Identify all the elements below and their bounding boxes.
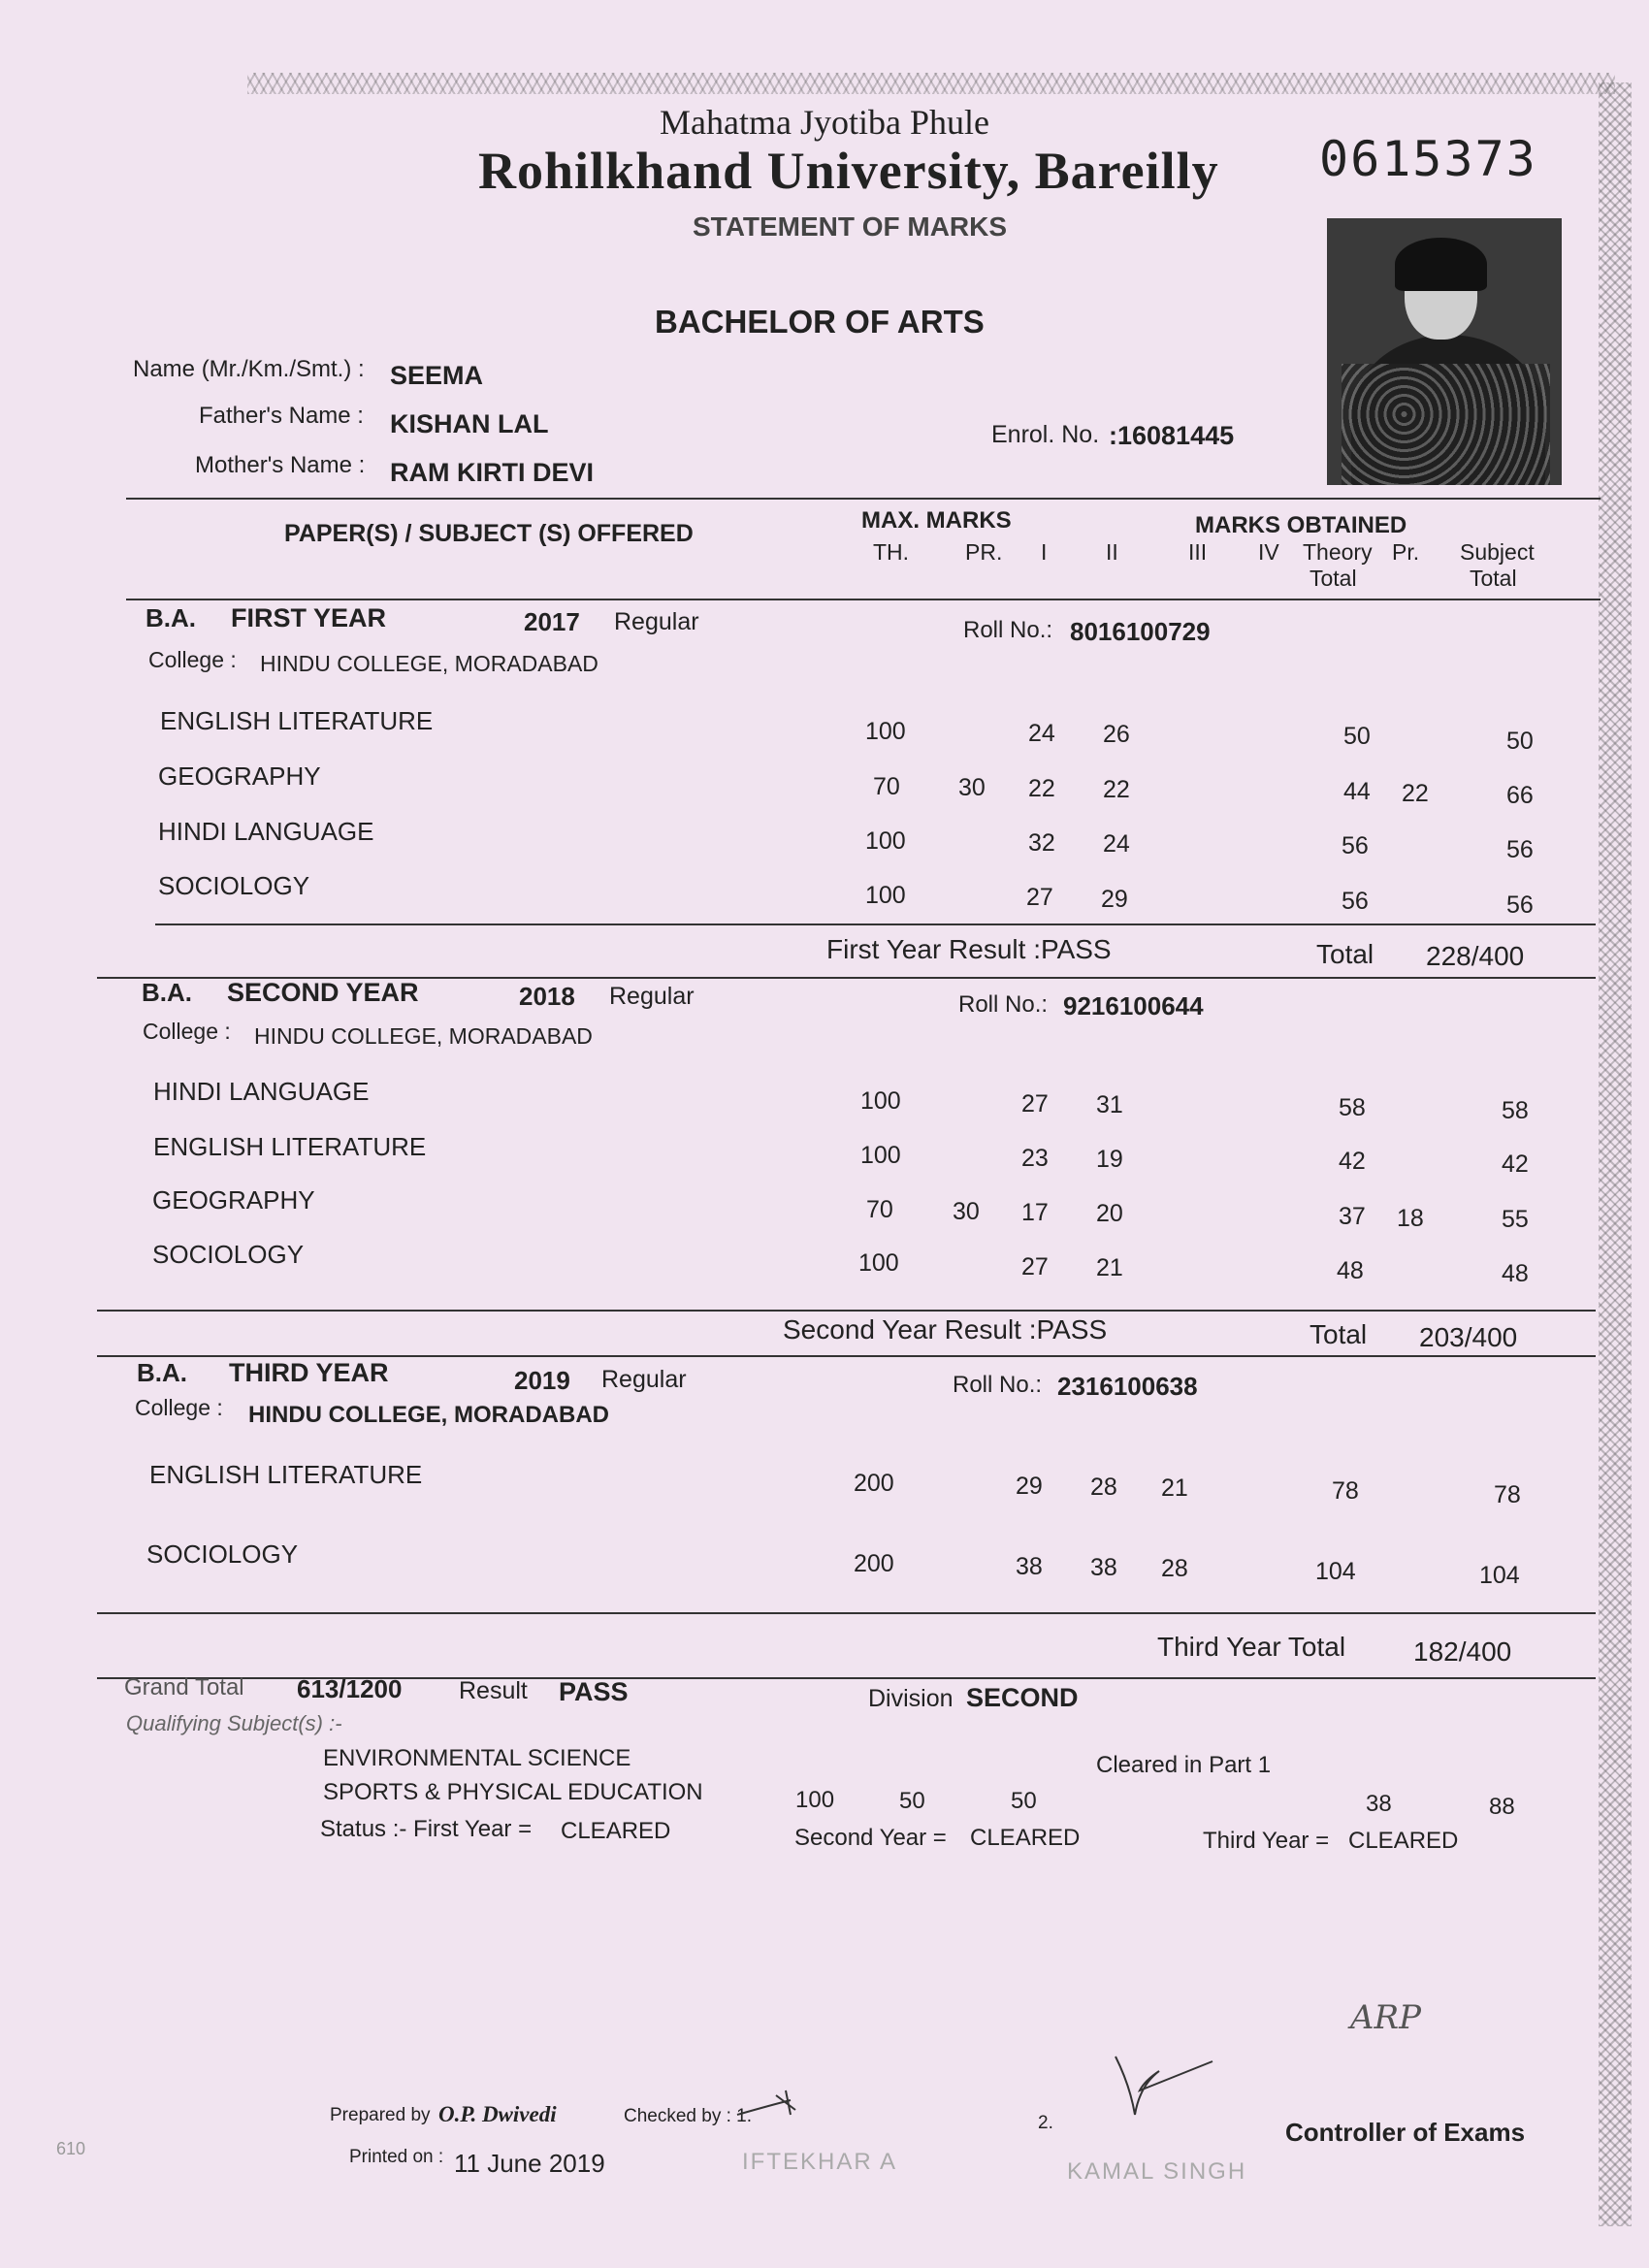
- result-label: Result: [459, 1677, 528, 1704]
- mark-i: 32: [1028, 829, 1055, 857]
- second-checker-signature-icon: [1106, 2047, 1222, 2120]
- subject-name: HINDI LANGUAGE: [158, 817, 374, 846]
- subject-total: 58: [1502, 1097, 1529, 1124]
- mark-ii: 20: [1096, 1200, 1123, 1227]
- qualifying-mark-a: 50: [899, 1788, 925, 1814]
- ba-label: B.A.: [142, 978, 192, 1007]
- exam-type: Regular: [601, 1366, 687, 1393]
- prepared-label: Prepared by: [330, 2105, 431, 2125]
- enrol-label: Enrol. No.: [991, 421, 1100, 448]
- mark-ii: 24: [1103, 830, 1130, 858]
- guilloche-side-border: [1599, 82, 1632, 2226]
- theory-total: 58: [1339, 1094, 1366, 1121]
- qualifying-mark-b: 50: [1011, 1788, 1037, 1814]
- mark-ii: 31: [1096, 1091, 1123, 1118]
- col-max-marks: MAX. MARKS: [861, 507, 1012, 534]
- mark-ii: 22: [1103, 776, 1130, 803]
- roll-number: 8016100729: [1070, 617, 1211, 646]
- prepared-by: O.P. Dwivedi: [438, 2102, 557, 2126]
- student-name: SEEMA: [390, 361, 484, 390]
- college-label: College :: [143, 1019, 231, 1044]
- theory-total: 78: [1332, 1477, 1359, 1505]
- theory-total: 56: [1342, 832, 1369, 859]
- mark-i: 27: [1021, 1253, 1049, 1280]
- col-i: I: [1041, 539, 1048, 565]
- college-label: College :: [135, 1395, 223, 1420]
- grand-total: 613/1200: [297, 1674, 403, 1703]
- college-name: HINDU COLLEGE, MORADABAD: [248, 1402, 609, 1428]
- mother-label: Mother's Name :: [195, 452, 366, 478]
- divider: [97, 1612, 1596, 1614]
- qualifying-subject: SPORTS & PHYSICAL EDUCATION: [323, 1779, 703, 1805]
- cleared-note: Cleared in Part 1: [1096, 1752, 1272, 1778]
- university-name: Rohilkhand University, Bareilly: [478, 142, 1219, 200]
- status-third-label: Third Year =: [1203, 1828, 1330, 1854]
- col-pr: PR.: [965, 539, 1003, 565]
- mark-ii: 21: [1096, 1254, 1123, 1281]
- qualifying-max: 100: [795, 1787, 835, 1813]
- subject-name: GEOGRAPHY: [158, 761, 321, 791]
- status-label: Status :- First Year =: [320, 1816, 533, 1842]
- subject-name: SOCIOLOGY: [158, 871, 310, 900]
- subject-name: ENGLISH LITERATURE: [160, 706, 434, 735]
- mark-ii: 38: [1090, 1554, 1117, 1581]
- subject-total: 42: [1502, 1150, 1529, 1178]
- theory-total: 56: [1342, 888, 1369, 915]
- divider: [97, 1310, 1596, 1312]
- qualifying-obtained: 38: [1366, 1791, 1392, 1817]
- subject-total: 56: [1506, 891, 1534, 919]
- mark-i: 23: [1021, 1145, 1049, 1172]
- college-name: HINDU COLLEGE, MORADABAD: [260, 651, 598, 676]
- col-theory-total: Total: [1310, 566, 1357, 591]
- subject-total: 78: [1494, 1481, 1521, 1508]
- enrol-number: :16081445: [1109, 421, 1235, 450]
- student-photo: [1327, 218, 1562, 485]
- subject-name: HINDI LANGUAGE: [153, 1077, 370, 1106]
- divider: [126, 498, 1600, 500]
- checked-label: Checked by : 1.: [624, 2106, 753, 2126]
- initials-signature: ARP: [1350, 1998, 1422, 2037]
- subject-total: 104: [1479, 1562, 1520, 1589]
- college-name: HINDU COLLEGE, MORADABAD: [254, 1023, 593, 1049]
- ba-label: B.A.: [137, 1358, 187, 1387]
- practical-total: 22: [1402, 780, 1429, 807]
- mother-name: RAM KIRTI DEVI: [390, 458, 595, 487]
- mark-ii: 19: [1096, 1146, 1123, 1173]
- status-first: CLEARED: [561, 1818, 671, 1844]
- qualifying-subject: ENVIRONMENTAL SCIENCE: [323, 1745, 631, 1771]
- max-th: 70: [873, 773, 900, 800]
- session-year: 2019: [514, 1366, 570, 1395]
- status-second: CLEARED: [970, 1825, 1081, 1851]
- roll-label: Roll No.:: [963, 617, 1053, 643]
- subject-name: SOCIOLOGY: [146, 1539, 299, 1569]
- year-label: FIRST YEAR: [231, 603, 387, 632]
- ba-label: B.A.: [146, 603, 196, 632]
- mark-ii: 26: [1103, 721, 1130, 748]
- subject-name: SOCIOLOGY: [152, 1240, 305, 1269]
- year-total-label: Total: [1316, 939, 1374, 969]
- max-th: 100: [860, 1087, 901, 1115]
- col-ii: II: [1106, 539, 1118, 565]
- name-label: Name (Mr./Km./Smt.) :: [133, 356, 365, 382]
- university-line1: Mahatma Jyotiba Phule: [660, 103, 989, 142]
- subject-total: 66: [1506, 782, 1534, 809]
- statement-title: STATEMENT OF MARKS: [693, 211, 1008, 242]
- col-marks-obtained: MARKS OBTAINED: [1195, 512, 1407, 538]
- max-th: 100: [858, 1249, 899, 1277]
- year-label: THIRD YEAR: [229, 1358, 389, 1387]
- printed-label: Printed on :: [349, 2147, 444, 2167]
- division: SECOND: [966, 1683, 1079, 1712]
- controller-of-exams: Controller of Exams: [1285, 2118, 1526, 2147]
- mark-ii: 28: [1090, 1474, 1117, 1501]
- subject-total: 50: [1506, 728, 1534, 755]
- subject-name: ENGLISH LITERATURE: [149, 1460, 423, 1489]
- mark-ii: 29: [1101, 886, 1128, 913]
- session-year: 2018: [519, 982, 575, 1011]
- theory-total: 44: [1343, 778, 1371, 805]
- division-label: Division: [868, 1685, 954, 1712]
- subject-total: 48: [1502, 1260, 1529, 1287]
- roll-number: 2316100638: [1057, 1372, 1198, 1401]
- mark-iii: 21: [1161, 1474, 1188, 1502]
- mark-i: 38: [1016, 1553, 1043, 1580]
- year-total-label: Third Year Total: [1157, 1632, 1346, 1662]
- col-subject-total-2: Total: [1470, 566, 1517, 591]
- subject-name: ENGLISH LITERATURE: [153, 1132, 427, 1161]
- theory-total: 104: [1315, 1558, 1356, 1585]
- col-subject-total-1: Subject: [1460, 539, 1535, 565]
- col-th: TH.: [873, 539, 910, 565]
- col-iv: IV: [1258, 539, 1279, 565]
- practical-total: 18: [1397, 1205, 1424, 1232]
- exam-type: Regular: [609, 983, 695, 1010]
- mark-i: 24: [1028, 720, 1055, 747]
- grand-total-label: Grand Total: [124, 1674, 244, 1701]
- subject-total: 56: [1506, 836, 1534, 863]
- margin-mark: 610: [56, 2139, 86, 2158]
- max-pr: 30: [958, 774, 986, 801]
- final-result: PASS: [559, 1677, 629, 1706]
- qualifying-label: Qualifying Subject(s) :-: [126, 1711, 342, 1735]
- mark-i: 27: [1021, 1090, 1049, 1118]
- roll-label: Roll No.:: [958, 991, 1049, 1018]
- theory-total: 37: [1339, 1203, 1366, 1230]
- mark-i: 27: [1026, 884, 1053, 911]
- college-label: College :: [148, 647, 237, 672]
- mark-i: 29: [1016, 1473, 1043, 1500]
- theory-total: 48: [1337, 1257, 1364, 1284]
- max-th: 100: [865, 827, 906, 855]
- father-name: KISHAN LAL: [390, 409, 549, 438]
- degree-title: BACHELOR OF ARTS: [655, 304, 985, 340]
- col-pr2: Pr.: [1392, 539, 1420, 565]
- session-year: 2017: [524, 607, 580, 636]
- max-pr: 30: [953, 1198, 980, 1225]
- roll-number: 9216100644: [1063, 991, 1204, 1021]
- serial-number: 0615373: [1319, 131, 1537, 187]
- father-label: Father's Name :: [199, 403, 364, 429]
- max-th: 200: [854, 1550, 894, 1577]
- guilloche-top-border: [247, 73, 1615, 94]
- year-total-label: Total: [1310, 1319, 1368, 1349]
- theory-total: 42: [1339, 1148, 1366, 1175]
- max-th: 100: [865, 718, 906, 745]
- year-total: 182/400: [1413, 1636, 1512, 1667]
- theory-total: 50: [1343, 723, 1371, 750]
- col-iii: III: [1188, 539, 1208, 565]
- year-result: Second Year Result :PASS: [783, 1314, 1108, 1345]
- status-second-label: Second Year =: [794, 1825, 947, 1851]
- exam-type: Regular: [614, 608, 699, 635]
- max-th: 100: [865, 882, 906, 909]
- checker-signature-icon: [732, 2071, 849, 2129]
- year-total: 203/400: [1419, 1322, 1518, 1352]
- subject-name: GEOGRAPHY: [152, 1185, 315, 1215]
- status-third: CLEARED: [1348, 1828, 1459, 1854]
- divider: [97, 1355, 1596, 1357]
- max-th: 200: [854, 1470, 894, 1497]
- checked-second-label: 2.: [1038, 2113, 1053, 2133]
- qualifying-total: 88: [1489, 1794, 1515, 1820]
- subject-total: 55: [1502, 1206, 1529, 1233]
- stamp-kamal-singh: KAMAL SINGH: [1067, 2158, 1247, 2185]
- col-subject: PAPER(S) / SUBJECT (S) OFFERED: [284, 520, 694, 547]
- mark-iii: 28: [1161, 1555, 1188, 1582]
- roll-label: Roll No.:: [953, 1372, 1043, 1398]
- year-total: 228/400: [1426, 941, 1525, 971]
- mark-i: 22: [1028, 775, 1055, 802]
- year-label: SECOND YEAR: [227, 978, 419, 1007]
- mark-i: 17: [1021, 1199, 1049, 1226]
- max-th: 100: [860, 1142, 901, 1169]
- col-theory: Theory: [1303, 539, 1373, 565]
- max-th: 70: [866, 1196, 893, 1223]
- year-result: First Year Result :PASS: [826, 934, 1112, 964]
- stamp-iftekhar: IFTEKHAR A: [742, 2149, 898, 2175]
- printed-date: 11 June 2019: [454, 2149, 605, 2178]
- divider: [155, 923, 1596, 925]
- divider: [126, 599, 1600, 600]
